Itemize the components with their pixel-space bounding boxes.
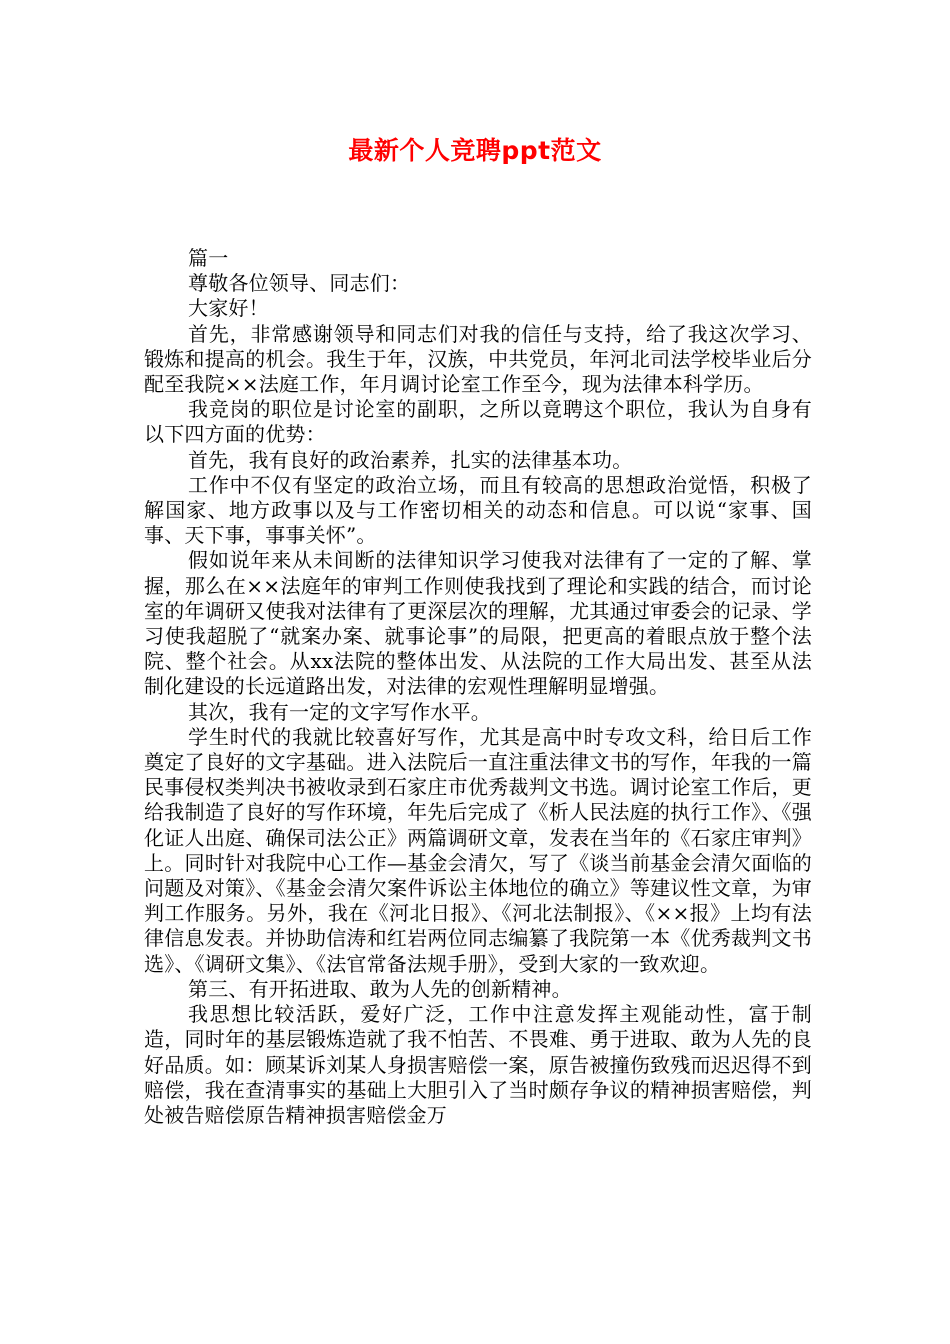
paragraph: 我竞岗的职位是讨论室的副职，之所以竟聘这个职位，我认为自身有以下四方面的优势： [144,397,812,447]
section-heading: 篇一 [188,246,229,270]
greeting: 大家好！ [188,296,269,321]
salutation: 尊敬各位领导、同志们： [188,271,411,296]
paragraph: 首先，我有良好的政治素养，扎实的法律基本功。 [188,447,633,472]
paragraph: 我思想比较活跃，爱好广泛，工作中注意发挥主观能动性，富于制造，同时年的基层锻炼造就了我不怕苦、不畏难、勇于进取、敢为人先的良好品质。如：顾某诉刘某人身损害赔偿一案，原告被撞伤致残而迟迟得不到赔偿，我在查清事实的基础上大胆引入了当时颇存争议的精神损害赔偿，判处被告赔偿原告精神损害赔偿金万 [144,1002,812,1127]
paragraph: 工作中不仅有坚定的政治立场，而且有较高的思想政治觉悟，积极了解国家、地方政事以及与工作密切相关的动态和信息。可以说“家事、国事、天下事，事事关怀”。 [144,472,812,548]
paragraph: 学生时代的我就比较喜好写作，尤其是高中时专攻文科，给日后工作奠定了良好的文字基础。进入法院后一直注重法律文书的写作，年我的一篇民事侵权类判决书被收录到石家庄市优秀裁判文书选。调讨论室工作后，更给我制造了良好的写作环境，年先后完成了《析人民法庭的执行工作》、《强化证人出庭、确保司法公正》两篇调研文章，发表在当年的《石家庄审判》上。同时针对我院中心工作—基金会清欠，写了《谈当前基金会清欠面临的问题及对策》、《基金会清欠案件诉讼主体地位的确立》等建议性文章，为审判工作服务。另外，我在《河北日报》、《河北法制报》、《××报》上均有法律信息发表。并协助信涛和红岩两位同志编纂了我院第一本《优秀裁判文书选》、《调研文集》、《法官常备法规手册》，受到大家的一致欢迎。 [144,724,812,976]
paragraph: 第三、有开拓进取、敢为人先的创新精神。 [188,976,572,1001]
paragraph: 假如说年来从未间断的法律知识学习使我对法律有了一定的了解、掌握，那么在××法庭年的审判工作则使我找到了理论和实践的结合，而讨论室的年调研又使我对法律有了更深层次的理解，尤其通过审委会的记录、学习使我超脱了“就案办案、就事论事”的局限，把更高的着眼点放于整个法院、整个社会。从xx法院的整体出发、从法院的工作大局出发、甚至从法制化建设的长远道路出发，对法律的宏观性理解明显增强。 [144,548,812,699]
paragraph: 其次，我有一定的文字写作水平。 [188,699,491,724]
document-body [144,246,812,1128]
paragraph: 首先，非常感谢领导和同志们对我的信任与支持，给了我这次学习、锻炼和提高的机会。我生于年，汉族，中共党员，年河北司法学校毕业后分配至我院××法庭工作，年月调讨论室工作至今，现为法律本科学历。 [144,321,812,397]
document-title: 最新个人竞聘ppt范文 [348,136,602,165]
